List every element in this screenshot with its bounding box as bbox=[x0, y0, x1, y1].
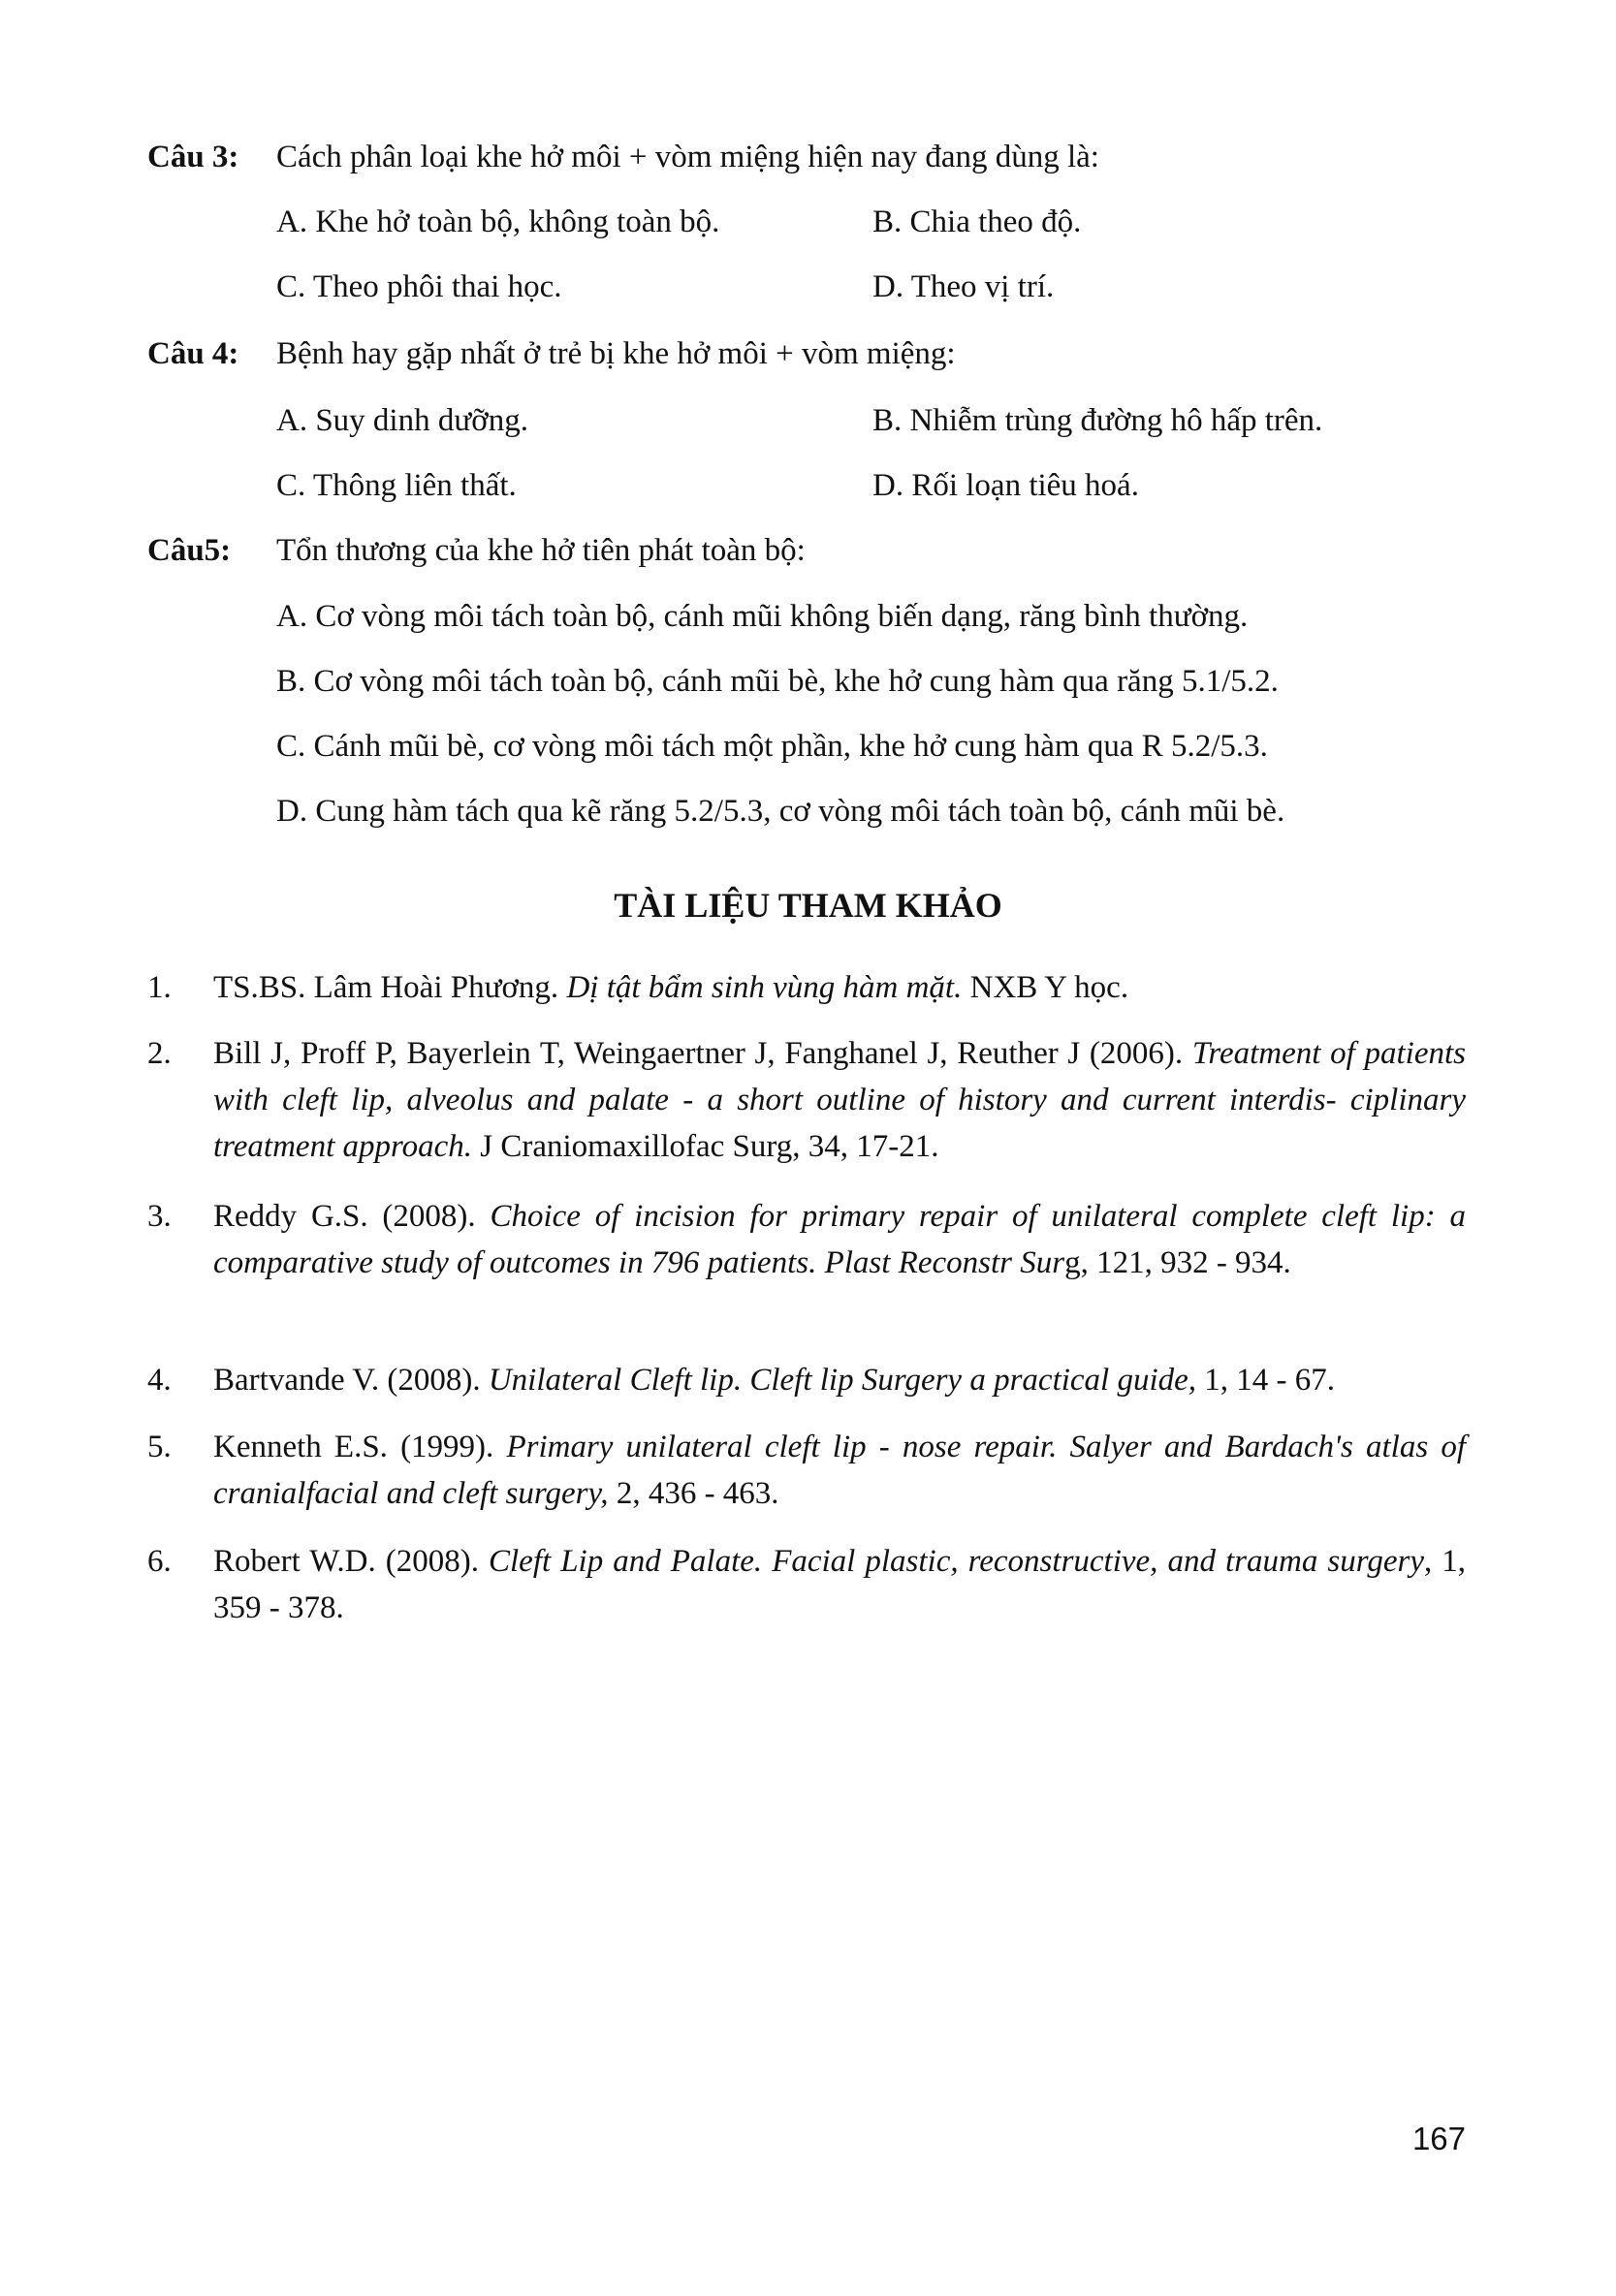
question-text: Bệnh hay gặp nhất ở trẻ bị khe hở môi + vòm miệng: bbox=[276, 336, 956, 371]
answer-option: B. Nhiễm trùng đường hô hấp trên. bbox=[872, 403, 1323, 438]
reference-text: TS.BS. Lâm Hoài Phương. Dị tật bẩm sinh vùng hàm mặt. NXB Y học. bbox=[213, 970, 1129, 1005]
question-label: Câu 3: bbox=[147, 140, 239, 174]
reference-number: 3. bbox=[147, 1199, 172, 1234]
reference-text: Reddy G.S. (2008). Choice of incision for primary repair of unilateral complete cleft lip: a comparative study of outcomes in 796 patients. Plast Reconstr Surg, 121, 932 - 934. bbox=[213, 1199, 1466, 1280]
answer-option: B. Cơ vòng môi tách toàn bộ, cánh mũi bè, khe hở cung hàm qua răng 5.1/5.2. bbox=[276, 664, 1279, 699]
reference-number: 5. bbox=[147, 1430, 172, 1464]
answer-option: A. Cơ vòng môi tách toàn bộ, cánh mũi không biến dạng, răng bình thường. bbox=[276, 599, 1249, 634]
reference-number: 2. bbox=[147, 1036, 172, 1071]
page-number: 167 bbox=[1411, 2121, 1466, 2156]
answer-option: B. Chia theo độ. bbox=[872, 204, 1082, 239]
reference-text: Bill J, Proff P, Bayerlein T, Weingaertner J, Fanghanel J, Reuther J (2006). Treatment of patients with cleft lip, alveolus and palate - a short outline of history and current interdis- ciplinary treatment approach. J Craniomaxillofac Surg, 34, 17-21. bbox=[213, 1036, 1466, 1164]
reference-number: 1. bbox=[147, 970, 172, 1005]
reference-number: 4. bbox=[147, 1363, 172, 1398]
answer-option: C. Theo phôi thai học. bbox=[276, 269, 562, 304]
references-heading: TÀI LIỆU THAM KHẢO bbox=[614, 886, 1002, 925]
question-text: Cách phân loại khe hở môi + vòm miệng hiện nay đang dùng là: bbox=[276, 140, 1099, 174]
question-label: Câu5: bbox=[147, 533, 232, 568]
answer-option: A. Khe hở toàn bộ, không toàn bộ. bbox=[276, 204, 720, 239]
answer-option: D. Rối loạn tiêu hoá. bbox=[872, 468, 1139, 503]
answer-option: D. Theo vị trí. bbox=[872, 269, 1055, 304]
answer-option: C. Thông liên thất. bbox=[276, 468, 517, 503]
reference-text: Kenneth E.S. (1999). Primary unilateral cleft lip - nose repair. Salyer and Bardach's atlas of cranialfacial and cleft surgery, 2, 436 - 463. bbox=[213, 1430, 1466, 1511]
question-label: Câu 4: bbox=[147, 336, 239, 371]
reference-text: Bartvande V. (2008). Unilateral Cleft lip. Cleft lip Surgery a practical guide, 1, 14 - 67. bbox=[213, 1363, 1336, 1398]
answer-option: A. Suy dinh dưỡng. bbox=[276, 403, 528, 438]
question-text: Tổn thương của khe hở tiên phát toàn bộ: bbox=[276, 533, 806, 568]
answer-option: D. Cung hàm tách qua kẽ răng 5.2/5.3, cơ vòng môi tách toàn bộ, cánh mũi bè. bbox=[276, 794, 1285, 829]
answer-option: C. Cánh mũi bè, cơ vòng môi tách một phần, khe hở cung hàm qua R 5.2/5.3. bbox=[276, 729, 1268, 764]
reference-text: Robert W.D. (2008). Cleft Lip and Palate. Facial plastic, reconstructive, and trauma surgery, 1, 359 - 378. bbox=[213, 1544, 1466, 1625]
reference-number: 6. bbox=[147, 1544, 172, 1579]
